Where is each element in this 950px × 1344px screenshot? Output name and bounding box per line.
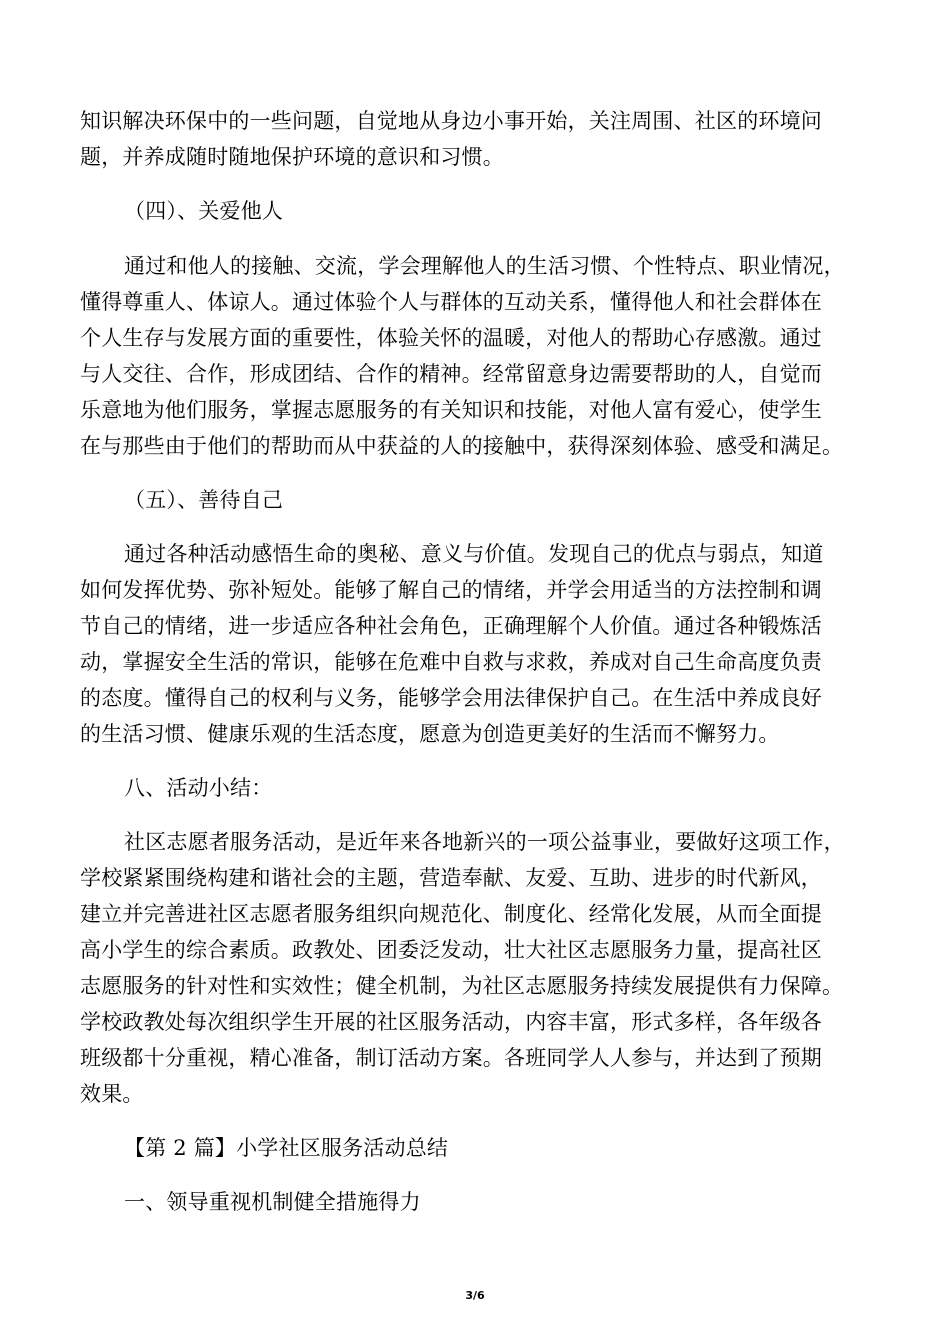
paragraph-line: 班级都十分重视，精心准备，制订活动方案。各班同学人人参与，并达到了预期 [80, 1046, 822, 1070]
paragraph-line: 在与那些由于他们的帮助而从中获益的人的接触中，获得深刻体验、感受和满足。 [80, 434, 844, 458]
paragraph-line: 志愿服务的针对性和实效性；健全机制，为社区志愿服务持续发展提供有力保障。 [80, 974, 844, 998]
paragraph-line: 通过和他人的接触、交流，学会理解他人的生活习惯、个性特点、职业情况， [124, 254, 845, 278]
paragraph-line: 的生活习惯、健康乐观的生活态度，愿意为创造更美好的生活而不懈努力。 [80, 722, 780, 746]
paragraph-line: 如何发挥优势、弥补短处。能够了解自己的情绪，并学会用适当的方法控制和调 [80, 578, 822, 602]
paragraph-line: 高小学生的综合素质。政教处、团委泛发动，壮大社区志愿服务力量，提高社区 [80, 938, 822, 962]
paragraph-line: 知识解决环保中的一些问题，自觉地从身边小事开始，关注周围、社区的环境问 [80, 109, 822, 133]
section-heading: （五）、善待自己 [124, 488, 284, 512]
paragraph-line: 动，掌握安全生活的常识，能够在危难中自救与求救，养成对自己生命高度负责 [80, 650, 822, 674]
paragraph-line: 的态度。懂得自己的权利与义务，能够学会用法律保护自己。在生活中养成良好 [80, 686, 822, 710]
section-heading: 一、领导重视机制健全措施得力 [124, 1190, 421, 1214]
paragraph-line: 题，并养成随时随地保护环境的意识和习惯。 [80, 145, 504, 169]
section-heading: （四）、关爱他人 [124, 199, 284, 223]
paragraph-line: 节自己的情绪，进一步适应各种社会角色，正确理解个人价值。通过各种锻炼活 [80, 614, 822, 638]
paragraph-line: 懂得尊重人、体谅人。通过体验个人与群体的互动关系，懂得他人和社会群体在 [80, 290, 822, 314]
paragraph-line: 个人生存与发展方面的重要性，体验关怀的温暖，对他人的帮助心存感激。通过 [80, 326, 822, 350]
paragraph-line: 通过各种活动感悟生命的奥秘、意义与价值。发现自己的优点与弱点，知道 [124, 542, 824, 566]
paragraph-line: 与人交往、合作，形成团结、合作的精神。经常留意身边需要帮助的人，自觉而 [80, 362, 822, 386]
paragraph-line: 乐意地为他们服务，掌握志愿服务的有关知识和技能，对他人富有爱心，使学生 [80, 398, 822, 422]
article-heading: 【第 2 篇】小学社区服务活动总结 [124, 1136, 449, 1160]
paragraph-line: 社区志愿者服务活动，是近年来各地新兴的一项公益事业，要做好这项工作， [124, 830, 845, 854]
paragraph-line: 建立并完善进社区志愿者服务组织向规范化、制度化、经常化发展，从而全面提 [80, 902, 822, 926]
section-heading: 八、活动小结： [124, 776, 273, 800]
paragraph-line: 效果。 [80, 1082, 144, 1106]
page-number: 3/6 [465, 1289, 485, 1302]
paragraph-line: 学校紧紧围绕构建和谐社会的主题，营造奉献、友爱、互助、进步的时代新风， [80, 866, 822, 890]
paragraph-line: 学校政教处每次组织学生开展的社区服务活动，内容丰富，形式多样，各年级各 [80, 1010, 822, 1034]
